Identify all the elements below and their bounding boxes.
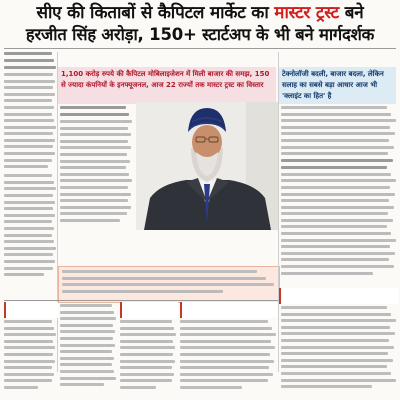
text-line — [281, 239, 396, 242]
text-line — [4, 187, 56, 190]
text-line — [281, 113, 391, 116]
text-line — [60, 173, 129, 176]
text-line — [4, 106, 54, 109]
text-line — [4, 267, 53, 270]
text-line — [281, 313, 391, 316]
text-line — [4, 353, 53, 356]
portrait-illustration — [136, 102, 279, 230]
text-line — [60, 179, 132, 182]
text-line — [281, 132, 395, 135]
text-line — [4, 99, 52, 102]
text-line — [281, 365, 387, 368]
text-line — [281, 212, 388, 215]
bottom-left-column — [4, 320, 56, 398]
text-line — [60, 377, 116, 380]
headline-line-1-suffix: बने — [339, 3, 364, 23]
text-line — [281, 339, 389, 342]
text-line — [281, 186, 390, 189]
text-line — [281, 232, 391, 235]
text-line — [4, 80, 55, 83]
text-line — [180, 386, 242, 389]
text-line — [60, 370, 114, 373]
text-line — [281, 319, 396, 322]
deck-right: टेक्नोलॉजी बदली, बाजार बदला, लेकिन सलाह का सबसे बड़ा आधार आज भी 'क्लाइंट का हित' है — [279, 67, 396, 104]
text-line — [4, 145, 53, 148]
text-line — [4, 373, 54, 376]
text-line — [4, 360, 55, 363]
text-line — [180, 340, 271, 343]
text-line — [4, 207, 53, 210]
text-line — [60, 383, 104, 386]
text-line — [281, 173, 391, 176]
text-line — [60, 153, 127, 156]
text-line — [4, 119, 54, 122]
subheading-right — [279, 288, 398, 304]
text-line — [60, 120, 132, 123]
text-line — [60, 311, 114, 314]
text-line — [60, 212, 127, 215]
bottom-third-column — [120, 320, 176, 398]
text-line — [4, 113, 52, 116]
text-line — [4, 52, 52, 55]
text-line — [120, 353, 173, 356]
text-line — [4, 379, 52, 382]
text-line — [281, 372, 391, 375]
text-line — [4, 59, 54, 62]
text-line — [60, 337, 113, 340]
text-line — [180, 320, 268, 323]
text-line — [4, 86, 53, 89]
text-line — [4, 201, 55, 204]
text-line — [120, 346, 175, 349]
text-line — [180, 333, 276, 336]
text-line — [4, 66, 56, 69]
text-line — [60, 304, 112, 307]
text-line — [4, 340, 53, 343]
headline-line-1-prefix: सीए की किताबों से कैपिटल मार्केट का — [36, 3, 275, 23]
text-line — [4, 194, 53, 197]
text-line — [281, 332, 395, 335]
text-line — [180, 327, 272, 330]
headline-line-1 — [6, 2, 394, 24]
text-line — [281, 193, 395, 196]
text-line — [4, 126, 56, 129]
text-line — [281, 126, 390, 129]
text-line — [4, 139, 55, 142]
quote-text — [62, 270, 274, 300]
text-line — [180, 379, 268, 382]
text-line — [60, 363, 112, 366]
text-line — [281, 166, 387, 169]
text-line — [4, 181, 54, 184]
text-line — [4, 227, 54, 230]
text-line — [281, 385, 372, 388]
text-line — [281, 359, 393, 362]
headline-highlight: मास्टर ट्रस्ट — [274, 3, 340, 23]
text-line — [180, 346, 275, 349]
text-line — [120, 327, 174, 330]
text-line — [60, 146, 131, 149]
text-line — [4, 165, 48, 168]
text-line — [4, 273, 44, 276]
text-line — [281, 199, 389, 202]
text-line — [4, 240, 54, 243]
text-line — [60, 330, 115, 333]
bottom-second-column — [60, 304, 116, 398]
text-line — [281, 245, 390, 248]
text-line — [120, 320, 172, 323]
middle-left-column — [60, 106, 132, 232]
text-line — [281, 352, 388, 355]
text-line — [60, 166, 126, 169]
text-line — [4, 214, 55, 217]
text-line — [60, 193, 131, 196]
text-line — [281, 106, 387, 109]
text-line — [4, 73, 53, 76]
text-line — [4, 346, 55, 349]
text-line — [281, 146, 394, 149]
text-line — [60, 350, 112, 353]
text-line — [4, 253, 53, 256]
text-line — [4, 247, 56, 250]
text-line — [62, 283, 274, 286]
headline-line-2: हरजीत सिंह अरोड़ा, 150+ स्टार्टअप के भी बने मार्गदर्शक — [25, 25, 375, 44]
bottom-fourth-column — [180, 320, 276, 398]
text-line — [180, 353, 270, 356]
subheading-bottom-right — [180, 302, 278, 318]
text-line — [281, 258, 389, 261]
text-line — [60, 140, 128, 143]
text-line — [281, 219, 393, 222]
text-line — [60, 344, 115, 347]
text-line — [180, 373, 273, 376]
text-line — [180, 366, 269, 369]
text-line — [180, 360, 274, 363]
text-line — [120, 386, 156, 389]
text-line — [281, 272, 373, 275]
text-line — [60, 199, 128, 202]
text-line — [281, 152, 388, 155]
text-line — [281, 346, 394, 349]
text-line — [60, 106, 126, 109]
text-line — [60, 186, 128, 189]
text-line — [281, 379, 396, 382]
text-line — [281, 179, 396, 182]
text-line — [4, 159, 52, 162]
text-line — [4, 333, 56, 336]
text-line — [60, 113, 129, 116]
text-line — [4, 386, 38, 389]
text-line — [281, 326, 390, 329]
right-column — [281, 106, 396, 286]
subheading-bottom-left — [4, 302, 58, 318]
portrait-photo — [136, 102, 279, 230]
text-line — [60, 219, 120, 222]
text-line — [4, 220, 52, 223]
text-line — [4, 320, 52, 323]
text-line — [281, 252, 395, 255]
text-line — [4, 174, 52, 177]
text-line — [62, 270, 257, 273]
text-line — [60, 324, 113, 327]
text-line — [120, 366, 172, 369]
text-line — [4, 93, 55, 96]
text-line — [120, 333, 176, 336]
headline — [6, 2, 394, 46]
left-column — [4, 52, 56, 300]
text-line — [120, 360, 175, 363]
text-line — [281, 265, 394, 268]
text-line — [281, 119, 396, 122]
text-line — [4, 260, 55, 263]
text-line — [120, 340, 173, 343]
text-line — [281, 225, 387, 228]
text-line — [120, 373, 174, 376]
text-line — [62, 277, 266, 280]
deck-left: 1,100 करोड़ रुपये की कैपिटल मोबिलाइजेशन में मिली बाजार की समझ, 150 से ज्यादा कंपनियों के इनफ्यूजनल, आज 22 राज्यों तक मास्टर ट्रस्ट का विस्तार — [58, 67, 276, 104]
text-line — [4, 132, 53, 135]
headline-rule — [4, 48, 396, 49]
text-line — [281, 306, 387, 309]
subheading-bottom-middle — [120, 302, 178, 318]
column-divider-2 — [278, 52, 279, 372]
text-line — [4, 327, 54, 330]
text-line — [60, 206, 131, 209]
text-line — [281, 139, 389, 142]
bottom-rule — [4, 300, 278, 301]
text-line — [60, 127, 128, 130]
right-column-lower — [281, 306, 396, 398]
text-line — [60, 317, 116, 320]
text-line — [120, 379, 172, 382]
text-line — [62, 290, 223, 293]
text-line — [281, 206, 394, 209]
text-line — [60, 133, 131, 136]
text-line — [4, 234, 52, 237]
text-line — [4, 152, 55, 155]
text-line — [281, 159, 393, 162]
quote-box — [58, 266, 280, 303]
text-line — [60, 160, 130, 163]
text-line — [60, 357, 114, 360]
text-line — [4, 366, 52, 369]
